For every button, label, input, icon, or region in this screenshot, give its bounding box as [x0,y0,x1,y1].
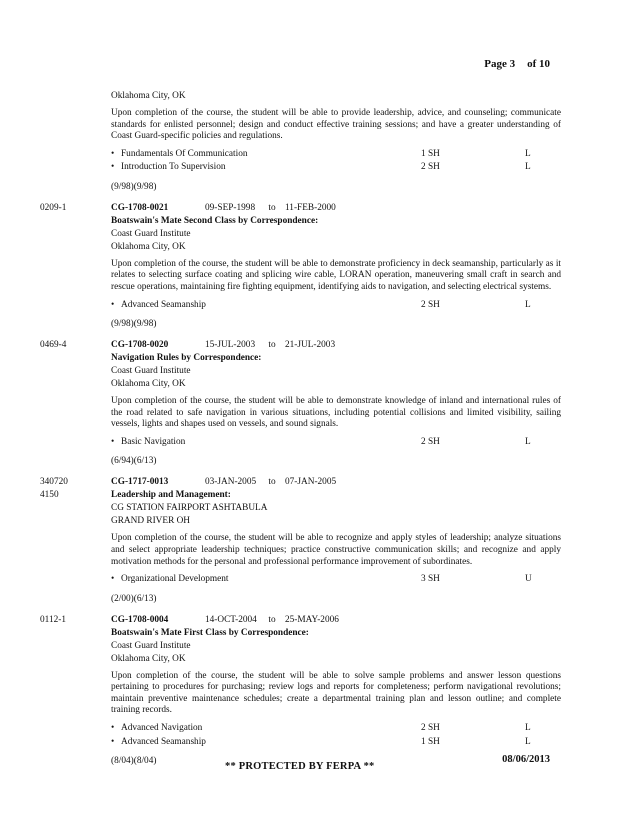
intro-entry [0,90,638,194]
entry-header [111,614,561,627]
course-entry [0,476,638,605]
course-list [111,299,561,313]
entry-location: Oklahoma City, OK [111,91,186,101]
course-grade: L [525,736,531,747]
footer-date: 08/06/2013 [502,754,550,765]
course-title: Leadership and Management: [111,490,231,501]
entry-reference: (2/00)(6/13) [111,593,157,604]
entry-description: Upon completion of the course, the student will be able to provide leadership, advice, and counseling; communicate standards for enlisted personnel; design and conduct effective training sessions; and have a greater understanding of Coast Guard-specific policies and regulations. [111,108,561,142]
entry-reference: (6/94)(6/13) [111,456,157,467]
institution-line: Coast Guard Institute [111,366,191,377]
entry-body [111,476,561,605]
course-id: CG-1708-0021 [111,202,169,213]
course-credit: 2 SH [421,723,440,733]
institution-line: Oklahoma City, OK [111,241,186,252]
entry-header [111,339,561,352]
course-row [111,161,561,175]
course-list [111,148,561,175]
course-grade: U [525,574,532,585]
entry-code: 0112-1 [40,614,66,625]
date-from: 15-JUL-2003 [205,340,256,351]
bullet-icon: • [111,148,115,159]
course-name: Advanced Navigation [121,723,203,733]
entry-description: Upon completion of the course, the student will be able to demonstrate proficiency in deck seamanship, particularly as it relates to selecting surface coating and splicing wire cable, LORAN operation, maneuvering small craft in search and rescue operations, maintaining fire fighting equipment, identifying aids to navigation, and selecting electrical systems. [111,258,561,292]
course-row [111,573,561,587]
institution-line: Coast Guard Institute [111,228,191,239]
entry-header [111,202,561,215]
course-list [111,436,561,450]
institution-line: Oklahoma City, OK [111,379,186,390]
course-entry [0,339,638,468]
date-separator: to [268,614,276,625]
date-separator: to [268,477,276,488]
bullet-icon: • [111,723,115,733]
bullet-icon: • [111,736,115,747]
date-to: 21-JUL-2003 [285,340,336,351]
course-credit: 2 SH [421,436,440,447]
transcript-content [0,90,638,776]
course-name: Basic Navigation [121,436,186,447]
entry-body [111,614,561,768]
course-credit: 3 SH [421,574,440,585]
bullet-icon: • [111,574,115,585]
bullet-icon: • [111,436,115,447]
course-grade: L [525,162,531,173]
course-grade: L [525,723,531,733]
entry-description: Upon completion of the course, the student will be able to recognize and apply styles of leadership; analyze situations and select appropriate leadership techniques; practice constructive communication skills; and recognize and apply motivation methods for the personal and professional performance improvement of subordinates. [111,533,561,567]
institution-line: Coast Guard Institute [111,640,191,651]
date-from: 09-SEP-1998 [205,202,256,213]
course-credit: 2 SH [421,162,440,173]
date-to: 11-FEB-2000 [285,202,336,213]
date-to: 07-JAN-2005 [285,477,337,488]
course-list [111,722,561,749]
course-name: Introduction To Supervision [121,162,226,173]
course-title: Boatswain's Mate First Class by Correspondence: [111,627,309,638]
institution-line: GRAND RIVER OH [111,516,191,527]
course-entry [0,202,638,331]
entry-reference: (9/98)(9/98) [111,181,157,192]
bullet-icon: • [111,299,115,310]
course-name: Organizational Development [121,574,229,585]
course-row [111,436,561,450]
institution-line: Oklahoma City, OK [111,653,186,664]
course-row [111,722,561,736]
entry-header [111,476,561,489]
course-row [111,148,561,162]
date-from: 14-OCT-2004 [205,614,257,625]
entry-body [111,202,561,331]
institution-line: CG STATION FAIRPORT ASHTABULA [111,503,268,514]
bullet-icon: • [111,162,115,173]
course-credit: 2 SH [421,299,440,310]
entry-reference: (8/04)(8/04) [111,756,157,766]
entry-code: 0209-1 [40,202,67,213]
course-id: CG-1717-0013 [111,477,169,488]
course-grade: L [525,299,531,310]
course-id: CG-1708-0004 [111,614,169,625]
entry-body [111,339,561,468]
date-from: 03-JAN-2005 [205,477,257,488]
entry-description: Upon completion of the course, the student will be able to solve sample problems and answer lesson questions pertaining to procedures for purchasing; review logs and reports for completeness; perform navigational revolutions; maintain preventive maintenance schedules; create a departmental training plan and lesson outline; and complete training records. [111,670,561,716]
course-title: Boatswain's Mate Second Class by Correspondence: [111,215,319,226]
course-name: Advanced Seamanship [121,736,206,747]
course-title: Navigation Rules by Correspondence: [111,353,262,364]
course-list [111,573,561,587]
entry-description: Upon completion of the course, the student will be able to demonstrate knowledge of inland and international rules of the road related to safe navigation in various situations, including potential collisions and limited visibility, sailing vessels, lights and shapes used on vessels, and sound signals. [111,396,561,430]
course-name: Advanced Seamanship [121,299,206,310]
entry-code: 0469-4 [40,340,67,351]
date-to: 25-MAY-2006 [285,614,339,625]
course-entry [0,614,638,768]
ferpa-notice: ** PROTECTED BY FERPA ** [225,761,375,772]
entry-reference: (9/98)(9/98) [111,319,157,330]
course-row [111,299,561,313]
page-label: Page 3 [484,58,516,70]
date-separator: to [268,340,276,351]
course-id: CG-1708-0020 [111,340,169,351]
course-credit: 1 SH [421,736,440,747]
page-number [484,58,550,70]
course-credit: 1 SH [421,148,440,159]
course-row [111,736,561,750]
entry-list [0,202,638,768]
page-footer [0,754,638,781]
entry-body [111,90,561,194]
page-total: of 10 [527,58,550,70]
date-separator: to [268,202,276,213]
course-grade: L [525,436,531,447]
course-grade: L [525,148,531,159]
course-name: Fundamentals Of Communication [121,148,248,159]
entry-code: 340720 4150 [40,477,68,501]
